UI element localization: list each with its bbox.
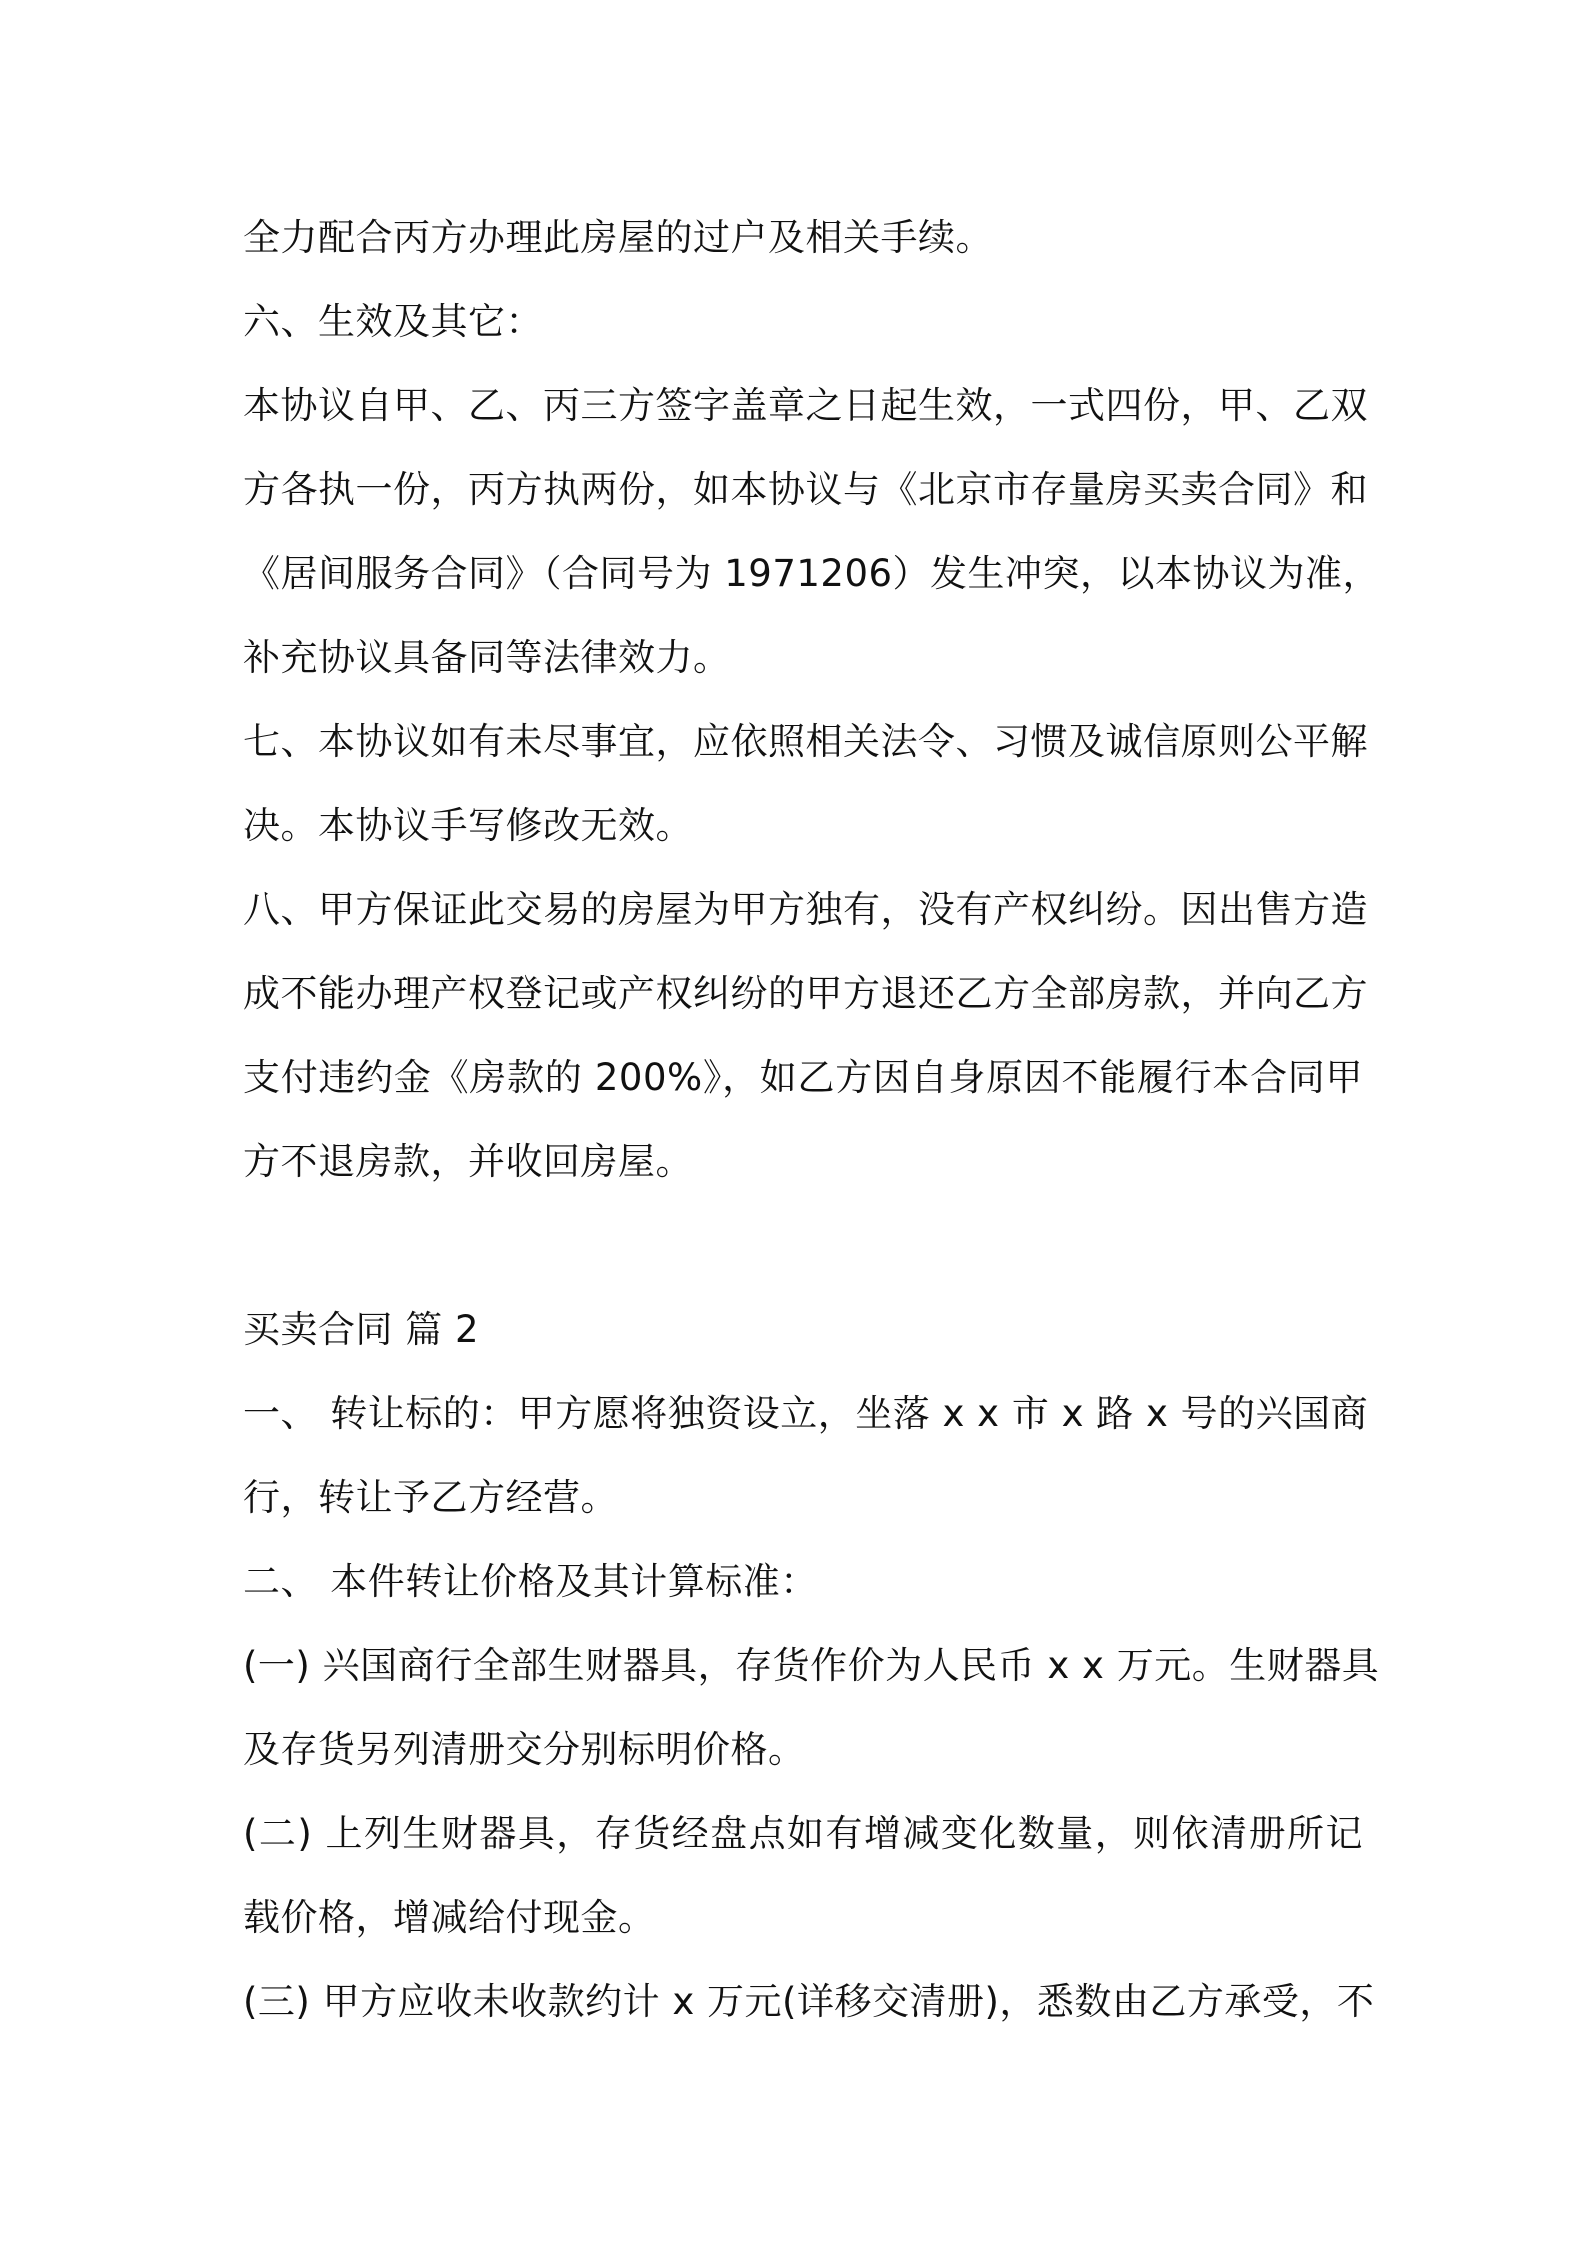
paragraph-line: 《居间服务合同》（合同号为 1971206）发生冲突，以本协议为准， (243, 552, 1381, 595)
document-body (243, 196, 1381, 2044)
paragraph-line: 行，转让予乙方经营。 (243, 1476, 618, 1519)
paragraph-line: 载价格，增减给付现金。 (243, 1896, 656, 1939)
paragraph-line: 成不能办理产权登记或产权纠纷的甲方退还乙方全部房款，并向乙方 (243, 972, 1368, 1015)
paragraph-line: (二) 上列生财器具，存货经盘点如有增减变化数量，则依清册所记 (243, 1812, 1363, 1855)
paragraph-line: 本协议自甲、乙、丙三方签字盖章之日起生效，一式四份，甲、乙双 (243, 384, 1368, 427)
paragraph-line: (三) 甲方应收未收款约计 x 万元(详移交清册)，悉数由乙方承受，不 (243, 1980, 1375, 2023)
paragraph-line: 补充协议具备同等法律效力。 (243, 636, 731, 679)
paragraph-line: 七、本协议如有未尽事宜，应依照相关法令、习惯及诚信原则公平解 (243, 720, 1368, 763)
paragraph-line: 及存货另列清册交分别标明价格。 (243, 1728, 806, 1771)
paragraph-line: 决。本协议手写修改无效。 (243, 804, 693, 847)
paragraph-line: 支付违约金《房款的 200%》，如乙方因自身原因不能履行本合同甲 (243, 1056, 1363, 1099)
paragraph-line: 方不退房款，并收回房屋。 (243, 1140, 693, 1183)
paragraph-line: 全力配合丙方办理此房屋的过户及相关手续。 (243, 216, 993, 259)
paragraph-line: 二、 本件转让价格及其计算标准： (243, 1560, 818, 1603)
section-spacer (243, 1204, 1363, 1288)
paragraph-line: 八、甲方保证此交易的房屋为甲方独有，没有产权纠纷。因出售方造 (243, 888, 1368, 931)
paragraph-line: 方各执一份，丙方执两份，如本协议与《北京市存量房买卖合同》和 (243, 468, 1368, 511)
section-title: 买卖合同 篇 2 (243, 1308, 480, 1351)
paragraph-line: 一、 转让标的：甲方愿将独资设立，坐落 x x 市 x 路 x 号的兴国商 (243, 1392, 1369, 1435)
section-heading: 六、生效及其它： (243, 300, 543, 343)
paragraph-line: (一) 兴国商行全部生财器具，存货作价为人民币 x x 万元。生财器具 (243, 1644, 1380, 1687)
